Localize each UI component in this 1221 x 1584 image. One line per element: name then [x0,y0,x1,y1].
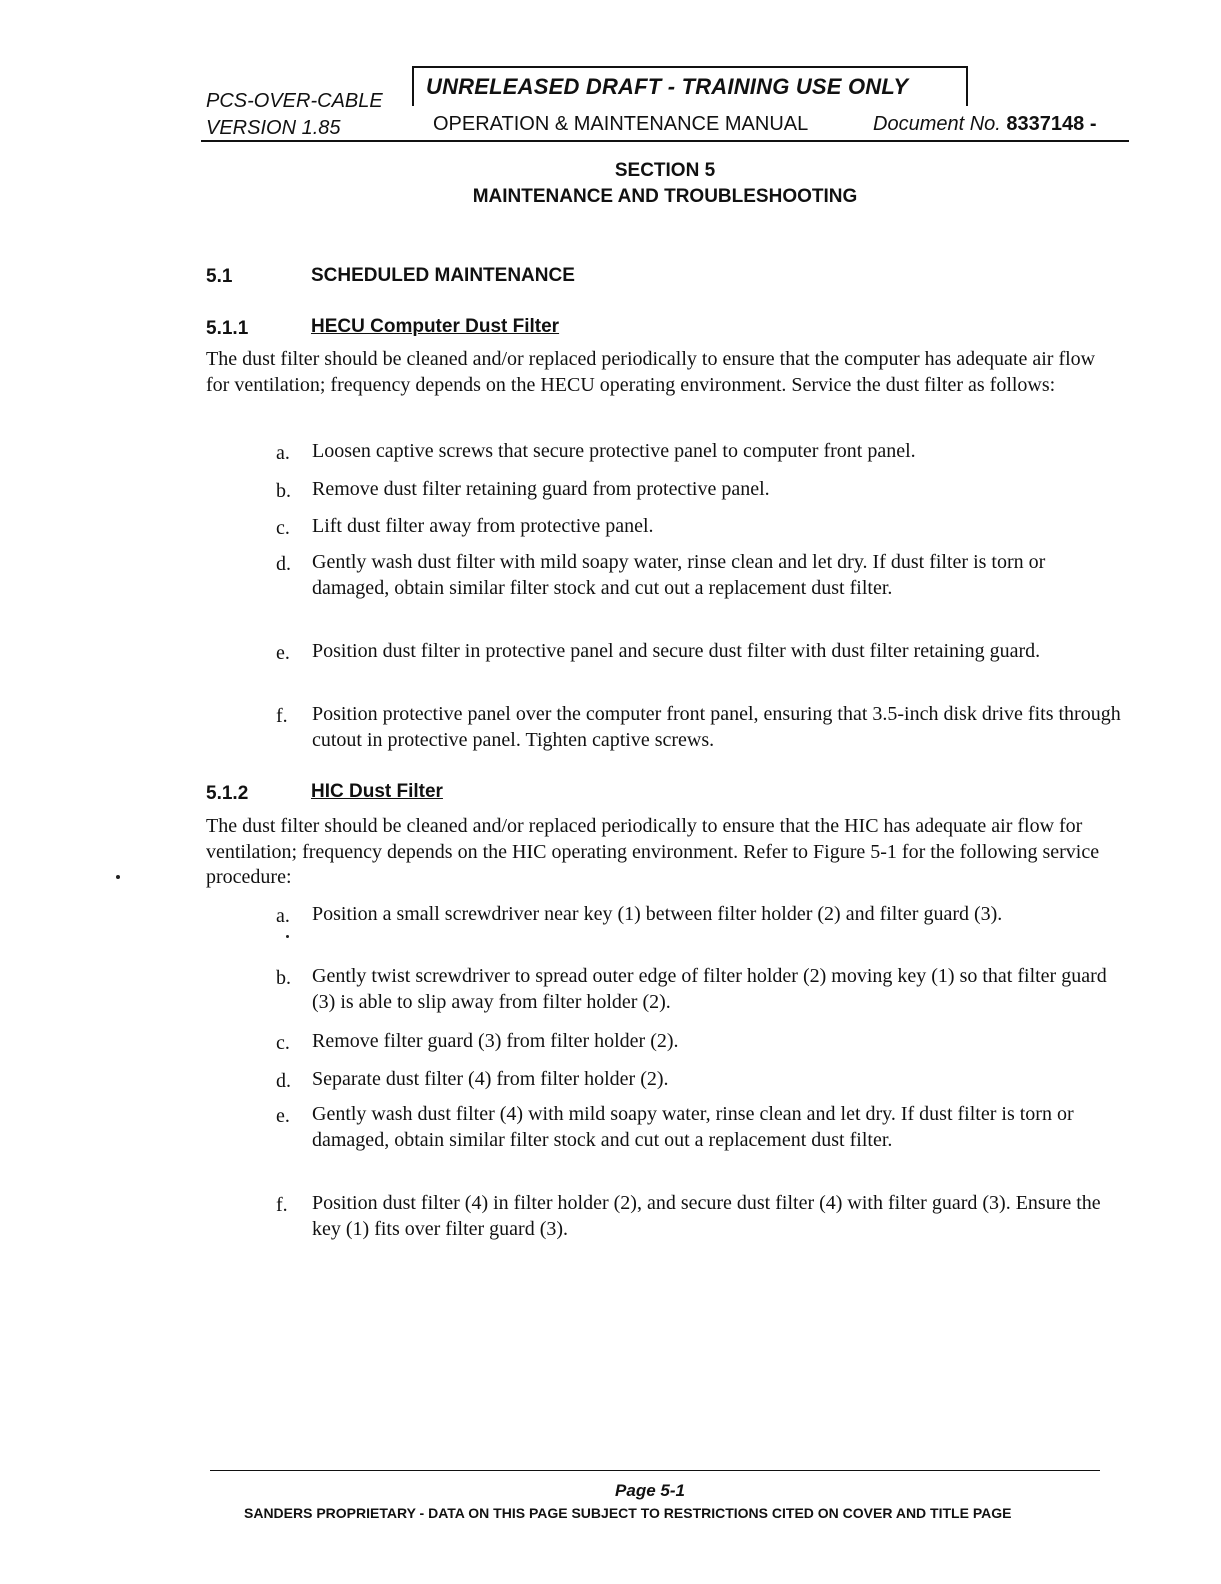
list-item-letter: c. [276,517,290,539]
list-item-text: Lift dust filter away from protective panel. [312,515,654,537]
section-title: MAINTENANCE AND TROUBLESHOOTING [472,186,858,207]
list-item-text: Position protective panel over the computer front panel, ensuring that 3.5-inch disk drive fits through cutout in protective panel. Tighten captive screws. [312,703,1121,751]
list-item-letter: f. [276,1194,288,1216]
draft-notice-box [412,66,968,106]
product-version: VERSION 1.85 [206,117,341,139]
page-number: Page 5-1 [615,1481,685,1500]
list-item-letter: d. [276,553,291,575]
heading-5-1-title: SCHEDULED MAINTENANCE [311,265,575,286]
heading-5-1-2-number: 5.1.2 [206,783,249,804]
list-item-text: Gently wash dust filter with mild soapy water, rinse clean and let dry. If dust filter is torn or damaged, obtain similar filter stock and cut out a replacement dust filter. [312,551,1046,599]
paragraph-5-1-1-intro: The dust filter should be cleaned and/or replaced periodically to ensure that the computer has adequate air flow for ventilation; frequency depends on the HECU operating environment. Service the dust filter as follows: [206,348,1096,396]
list-item-text: Loosen captive screws that secure protective panel to computer front panel. [312,440,916,462]
document-number: 8337148 - [1006,113,1097,135]
list-item-letter: e. [276,1105,290,1127]
document-number-block [873,113,1096,136]
list-item-letter: d. [276,1070,291,1092]
list-item-text: Position a small screwdriver near key (1) between filter holder (2) and filter guard (3). [312,903,1003,925]
margin-dot [286,935,289,938]
margin-dot [116,875,120,879]
list-item-letter: c. [276,1032,290,1054]
manual-title: OPERATION & MAINTENANCE MANUAL [433,113,809,135]
list-item-letter: f. [276,705,288,727]
list-item-text: Remove dust filter retaining guard from protective panel. [312,478,770,500]
list-item-letter: e. [276,642,290,664]
list-item-text: Gently wash dust filter (4) with mild soapy water, rinse clean and let dry. If dust filter is torn or damaged, obtain similar filter stock and cut out a replacement dust filter. [312,1103,1074,1151]
list-item-letter: a. [276,442,290,464]
section-number: SECTION 5 [614,160,716,181]
list-item-letter: b. [276,967,291,989]
paragraph-5-1-2-intro: The dust filter should be cleaned and/or replaced periodically to ensure that the HIC has adequate air flow for ventilation; frequency depends on the HIC operating environment. Refer to Figure 5-1 for the following service procedure: [206,815,1100,888]
proprietary-notice: SANDERS PROPRIETARY - DATA ON THIS PAGE SUBJECT TO RESTRICTIONS CITED ON COVER AND TITLE PAGE [244,1505,1012,1521]
product-name: PCS-OVER-CABLE [206,90,383,112]
heading-5-1-2-title: HIC Dust Filter [311,781,443,802]
header-rule [201,140,1129,142]
list-item-text: Separate dust filter (4) from filter holder (2). [312,1068,669,1090]
list-item-text: Gently twist screwdriver to spread outer edge of filter holder (2) moving key (1) so that filter guard (3) is able to slip away from filter holder (2). [312,965,1107,1013]
heading-5-1-1-title: HECU Computer Dust Filter [311,316,560,337]
heading-5-1-number: 5.1 [206,266,233,287]
list-item-letter: a. [276,905,290,927]
draft-notice: UNRELEASED DRAFT - TRAINING USE ONLY [426,74,909,99]
list-item-text: Position dust filter (4) in filter holder (2), and secure dust filter (4) with filter guard (3). Ensure the key (1) fits over filter guard (3). [312,1192,1101,1240]
footer-rule [210,1470,1100,1471]
list-item-text: Position dust filter in protective panel and secure dust filter with dust filter retaining guard. [312,640,1041,662]
list-item-text: Remove filter guard (3) from filter holder (2). [312,1030,679,1052]
heading-5-1-1-number: 5.1.1 [206,318,249,339]
document-label: Document No. [873,113,1001,135]
list-item-letter: b. [276,480,291,502]
